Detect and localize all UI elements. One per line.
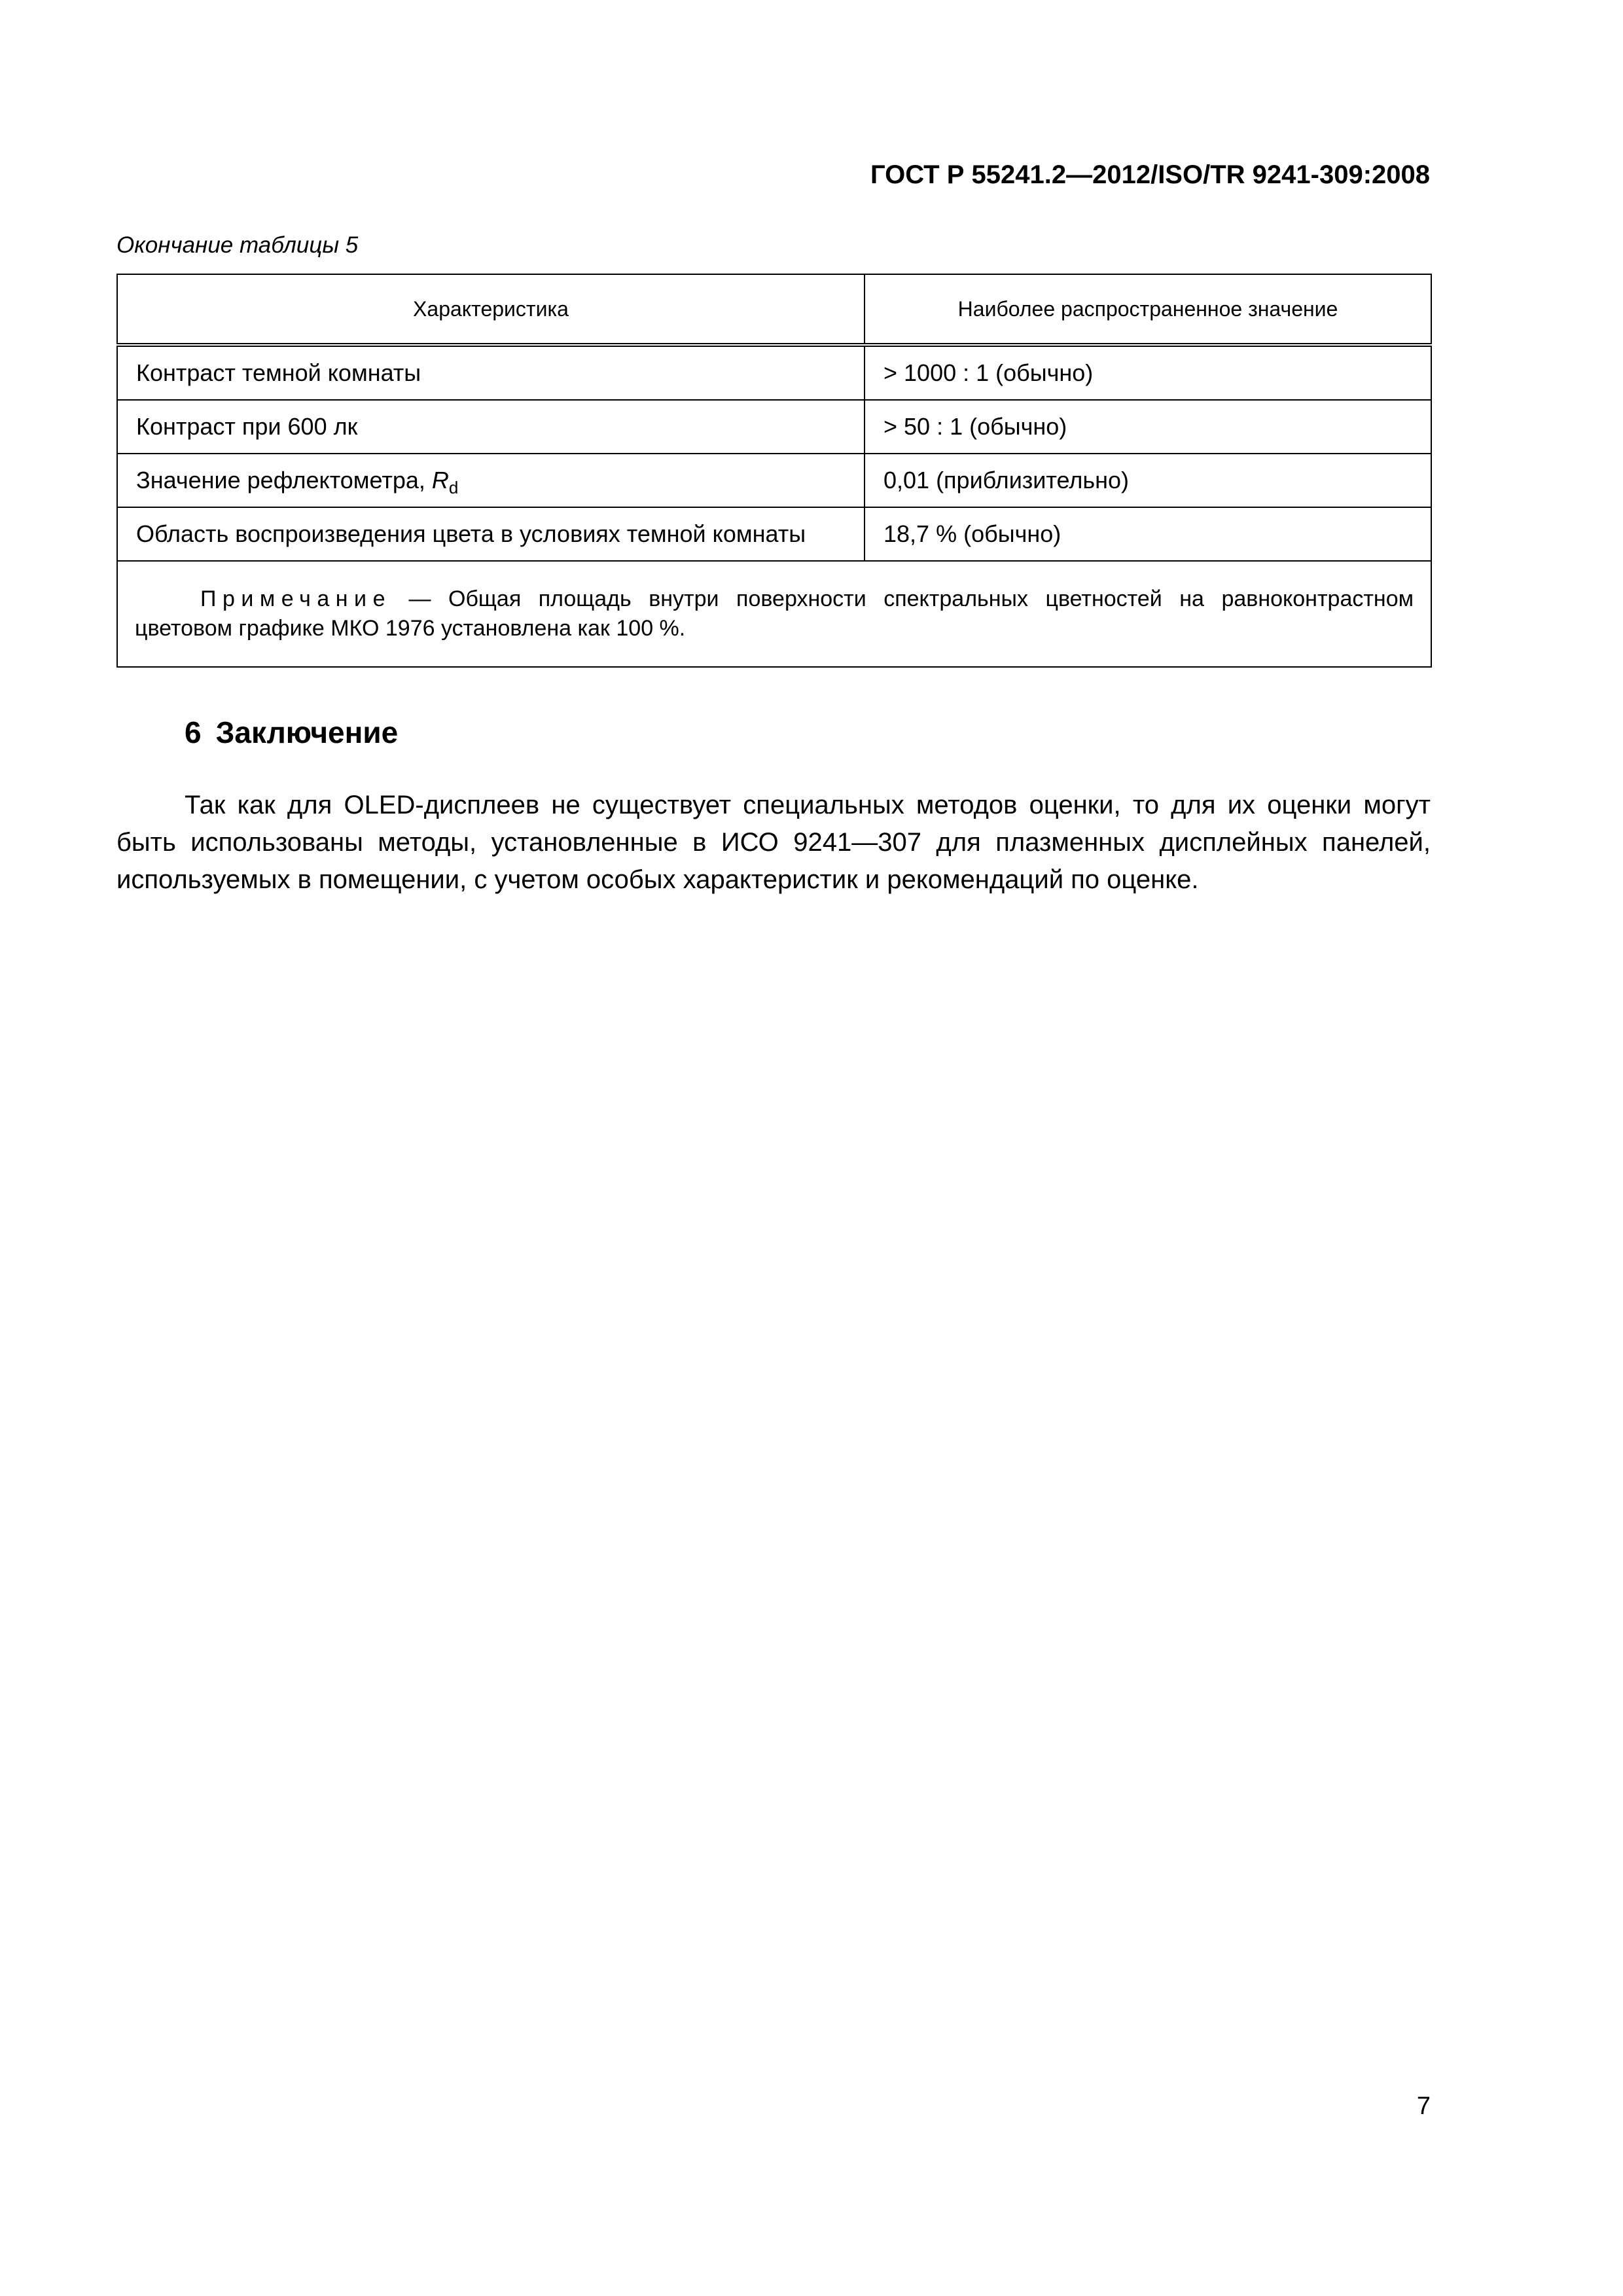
paragraph-line: Так как для OLED-дисплеев не существует специальных методов оценки, то для их оценки могут [185, 791, 1431, 819]
note-text: Общая площадь внутри поверхности спектральных цветностей на равноконтрастном цветовом графике МКО 1976 установлена как 100 %. [135, 586, 1414, 641]
table-note-row [117, 561, 1431, 667]
cell-value: > 50 : 1 (обычно) [865, 400, 1431, 454]
table-row [117, 507, 1431, 561]
cell-characteristic: Область воспроизведения цвета в условиях темной комнаты [117, 507, 865, 561]
cell-value: 0,01 (приблизительно) [865, 454, 1431, 507]
table-caption: Окончание таблицы 5 [116, 232, 359, 258]
column-header-value: Наиболее распространенное значение [865, 274, 1431, 345]
cell-value: 18,7 % (обычно) [865, 507, 1431, 561]
table-note [117, 561, 1431, 667]
section-heading [185, 715, 398, 751]
document-header-code: ГОСТ Р 55241.2—2012/ISO/TR 9241-309:2008 [870, 160, 1430, 189]
section-title: Заключение [215, 715, 399, 749]
paragraph-line: быть использованы методы, установленные в ИСО 9241—307 для плазменных дисплейных панелей, [116, 827, 1431, 857]
reflectometer-subscript: d [448, 478, 459, 497]
note-label: Примечание [200, 586, 391, 612]
column-header-characteristic: Характеристика [117, 274, 865, 345]
cell-characteristic [117, 454, 865, 507]
paragraph-line: используемых в помещении, с учетом особых характеристик и рекомендаций по оценке. [116, 865, 1199, 894]
cell-value: > 1000 : 1 (обычно) [865, 345, 1431, 400]
table-row [117, 400, 1431, 454]
section-paragraph [116, 787, 1431, 898]
table-row [117, 345, 1431, 400]
cell-characteristic: Контраст темной комнаты [117, 345, 865, 400]
table-header-row [117, 274, 1431, 345]
characteristics-table-container [116, 274, 1431, 668]
note-dash: — [391, 586, 449, 612]
cell-characteristic: Контраст при 600 лк [117, 400, 865, 454]
section-number: 6 [185, 715, 202, 749]
characteristics-table [116, 274, 1432, 668]
cell-characteristic-text: Значение рефлектометра, [136, 467, 432, 493]
table-row [117, 454, 1431, 507]
reflectometer-symbol: R [431, 467, 449, 493]
page-number: 7 [1416, 2092, 1431, 2120]
